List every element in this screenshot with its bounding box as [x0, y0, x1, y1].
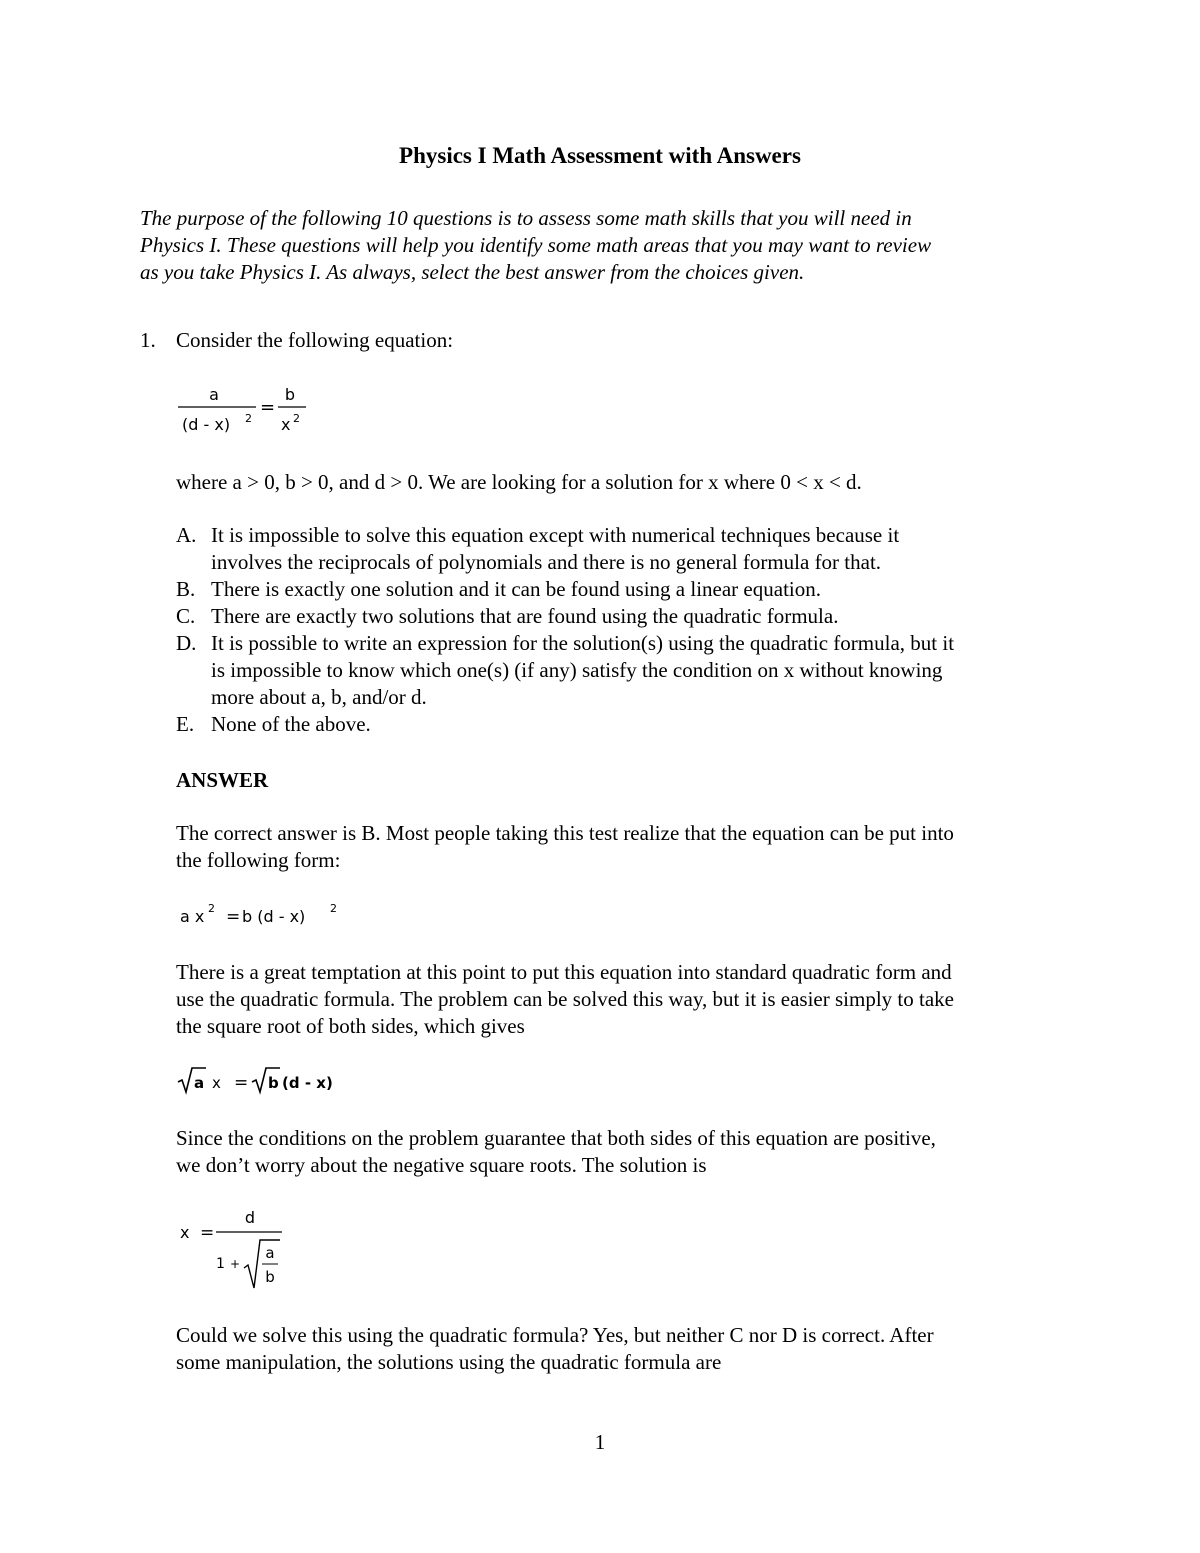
choice-text: It is impossible to solve this equation except with numerical techniques because it [211, 523, 900, 547]
choice-letter: D. [176, 631, 197, 655]
eq-right-exponent: 2 [293, 412, 300, 425]
equation-quadratic-form [178, 900, 378, 930]
eq-inner-numerator: a [265, 1244, 275, 1262]
intro-line: Physics I. These questions will help you identify some math areas that you may want to review [140, 233, 932, 257]
question-number: 1. [140, 328, 156, 352]
choice-letter: B. [176, 577, 196, 601]
eq-lhs-exponent: 2 [208, 902, 215, 915]
question-equation [176, 380, 316, 440]
answer-line: Could we solve this using the quadratic formula? Yes, but neither C nor D is correct. After [176, 1323, 934, 1347]
choice-text: It is possible to write an expression for the solution(s) using the quadratic formula, but it [211, 631, 955, 655]
eq-equals: = [200, 1223, 215, 1243]
eq-x: x [212, 1074, 221, 1092]
eq-equals: = [226, 907, 241, 927]
question-condition: where a > 0, b > 0, and d > 0. We are looking for a solution for x where 0 < x < d. [176, 470, 862, 494]
choice-text: There is exactly one solution and it can be found using a linear equation. [211, 577, 821, 601]
choice-text: is impossible to know which one(s) (if any) satisfy the condition on x without knowing [211, 658, 943, 682]
eq-rhs-exponent: 2 [330, 902, 337, 915]
choice-letter: A. [176, 523, 197, 547]
eq-right-denominator: x [281, 415, 291, 434]
answer-paragraph [176, 1125, 936, 1179]
answer-line: There is a great temptation at this point to put this equation into standard quadratic form and [176, 960, 952, 984]
eq-numerator: d [244, 1208, 256, 1227]
eq-inner-denominator: b [265, 1268, 275, 1286]
answer-line: we don’t worry about the negative square roots. The solution is [176, 1153, 707, 1177]
eq-equals: = [234, 1073, 249, 1093]
eq-one: 1 [216, 1256, 225, 1272]
answer-paragraph [176, 820, 954, 874]
choice-letter: E. [176, 712, 195, 736]
answer-paragraph [176, 959, 954, 1040]
equation-square-root [176, 1064, 376, 1098]
answer-paragraph [176, 1322, 934, 1376]
answer-line: the square root of both sides, which gives [176, 1014, 525, 1038]
question-text: Consider the following equation: [176, 328, 454, 352]
page-title: Physics I Math Assessment with Answers [399, 143, 801, 168]
answer-line: the following form: [176, 848, 341, 872]
eq-rest: (d - x) [282, 1074, 333, 1092]
eq-sqrt-a: a [194, 1074, 205, 1092]
answer-line: The correct answer is B. Most people taking this test realize that the equation can be put into [176, 821, 954, 845]
eq-sqrt-b: b [268, 1074, 279, 1092]
eq-right-numerator: b [284, 385, 296, 404]
answer-line: some manipulation, the solutions using the quadratic formula are [176, 1350, 722, 1374]
choice-text: more about a, b, and/or d. [211, 685, 427, 709]
eq-left-exponent: 2 [245, 412, 252, 425]
page-number: 1 [594, 1430, 606, 1454]
choice-text: There are exactly two solutions that are found using the quadratic formula. [211, 604, 839, 628]
answer-heading: ANSWER [176, 768, 269, 792]
intro-line: The purpose of the following 10 questions is to assess some math skills that you will need in [140, 206, 912, 230]
eq-lhs: a x [180, 907, 205, 926]
answer-line: use the quadratic formula. The problem can be solved this way, but it is easier simply to take [176, 987, 954, 1011]
eq-left-numerator: a [209, 385, 219, 404]
eq-rhs: b (d - x) [242, 907, 306, 926]
equation-solution [176, 1204, 296, 1294]
choice-text: None of the above. [211, 712, 371, 736]
intro-paragraph [140, 205, 931, 286]
eq-x: x [180, 1223, 190, 1242]
eq-left-denominator: (d - x) [182, 415, 231, 434]
eq-plus: + [230, 1257, 241, 1271]
answer-line: Since the conditions on the problem guarantee that both sides of this equation are positive, [176, 1126, 936, 1150]
choice-letter: C. [176, 604, 196, 628]
intro-line: as you take Physics I. As always, select the best answer from the choices given. [140, 260, 805, 284]
choice-text: involves the reciprocals of polynomials and there is no general formula for that. [211, 550, 882, 574]
eq-equals: = [260, 397, 276, 418]
